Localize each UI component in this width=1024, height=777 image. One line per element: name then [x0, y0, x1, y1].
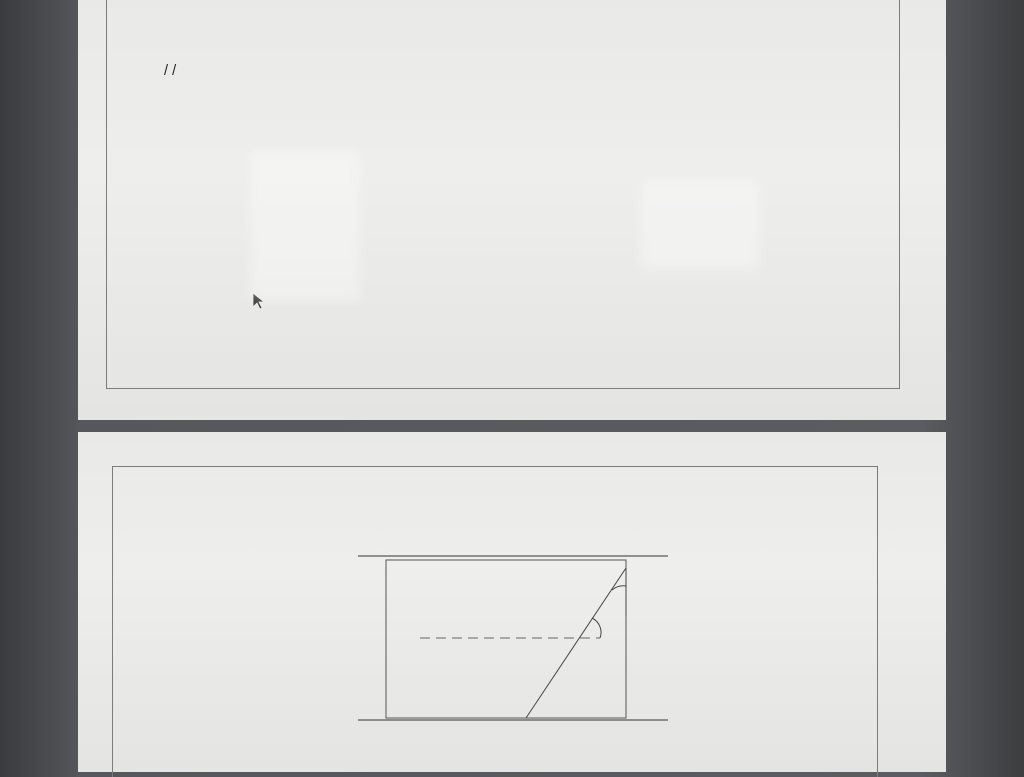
- stressed-element-rect: [386, 560, 626, 718]
- question-intro: / /: [164, 62, 177, 79]
- angle-arc: [592, 618, 601, 638]
- mouse-cursor-icon: [252, 292, 266, 310]
- inclined-plane-line: [526, 568, 626, 718]
- stress-figure: [300, 490, 720, 768]
